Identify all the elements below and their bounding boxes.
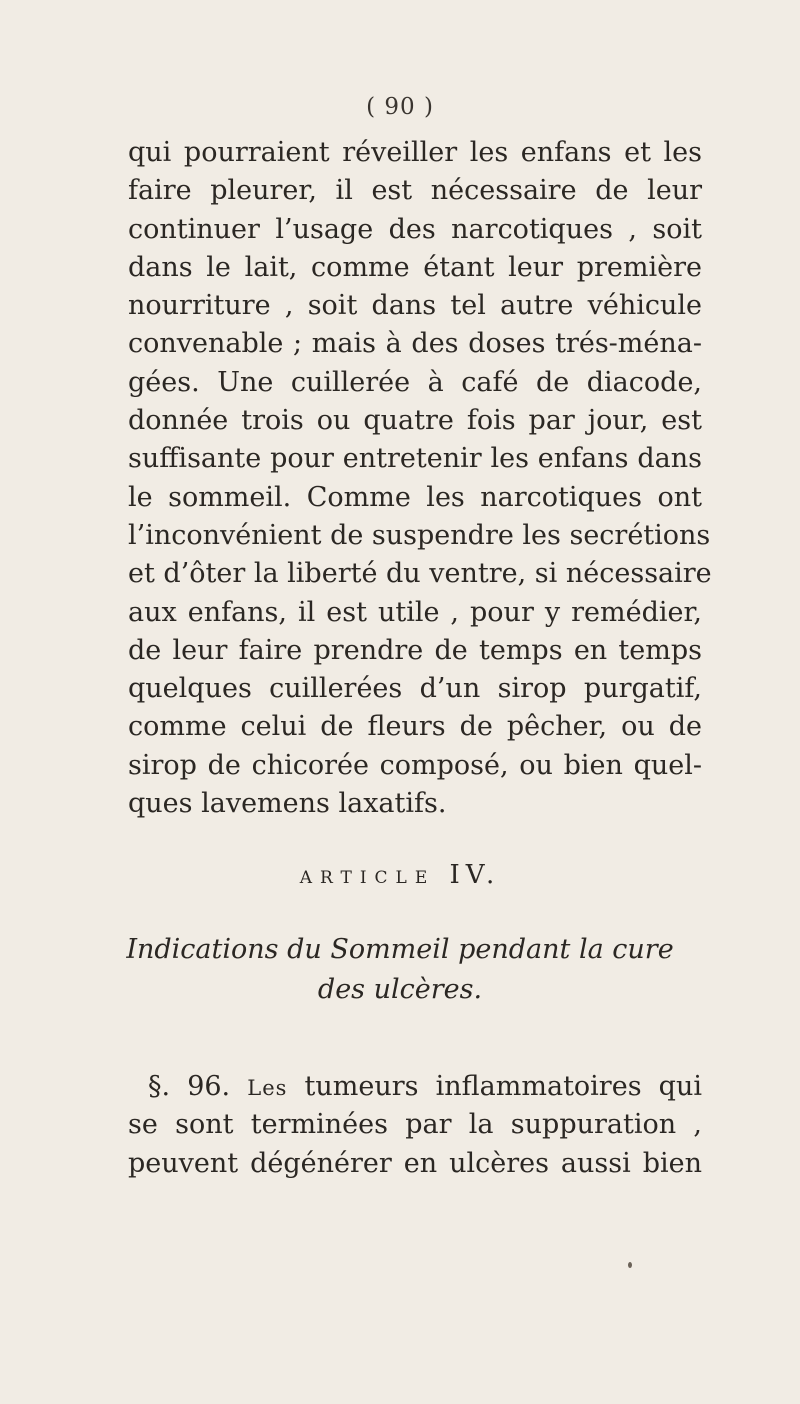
section-subtitle	[0, 930, 800, 1010]
text-line: faire pleurer, il est nécessaire de leur	[128, 175, 702, 207]
main-paragraph	[128, 134, 712, 823]
text-line: convenable ; mais à des doses trés-ména-	[128, 328, 702, 360]
article-heading	[0, 860, 800, 890]
subtitle-line-1: Indications du Sommeil pendant la cure	[126, 934, 674, 965]
text-line: nourriture , soit dans tel autre véhicule	[128, 290, 702, 322]
text-line: dans le lait, comme étant leur première	[128, 251, 702, 283]
section-first-line	[128, 1068, 702, 1106]
text-line: donnée trois ou quatre fois par jour, est	[128, 405, 702, 437]
text-line: se sont terminées par la suppuration ,	[128, 1109, 702, 1141]
text-line: comme celui de fleurs de pêcher, ou de	[128, 711, 702, 743]
text-line: continuer l’usage des narcotiques , soit	[128, 213, 702, 245]
text-line: suffisante pour entretenir les enfans dans	[128, 443, 702, 475]
article-label: ARTICLE	[299, 868, 436, 888]
section-number: §. 96.	[148, 1071, 231, 1102]
section-paragraph	[128, 1068, 702, 1183]
text-line: le sommeil. Comme les narcotiques ont	[128, 481, 702, 513]
text-line: quelques cuillerées d’un sirop purgatif,	[128, 673, 702, 705]
text-line: aux enfans, il est utile , pour y remédier,	[128, 596, 702, 628]
text-line: sirop de chicorée composé, ou bien quel-	[128, 749, 702, 781]
text-segment: tumeurs inflammatoires qui	[304, 1071, 702, 1102]
subtitle-line-2: des ulcères.	[317, 974, 483, 1005]
text-line: qui pourraient réveiller les enfans et les	[128, 137, 702, 168]
text-line: gées. Une cuillerée à café de diacode,	[128, 366, 702, 398]
ink-blot	[628, 1262, 632, 1268]
text-line: de leur faire prendre de temps en temps	[128, 634, 702, 666]
article-number: IV.	[449, 860, 501, 890]
text-line: peuvent dégénérer en ulcères aussi bien	[128, 1147, 702, 1179]
text-line: l’inconvénient de suspendre les secrétions	[128, 519, 711, 551]
page-number: ( 90 )	[366, 94, 434, 120]
section-lead-word: Les	[247, 1076, 288, 1100]
text-line: et d’ôter la liberté du ventre, si nécessaire	[128, 558, 712, 590]
text-line: ques lavemens laxatifs.	[128, 788, 447, 820]
